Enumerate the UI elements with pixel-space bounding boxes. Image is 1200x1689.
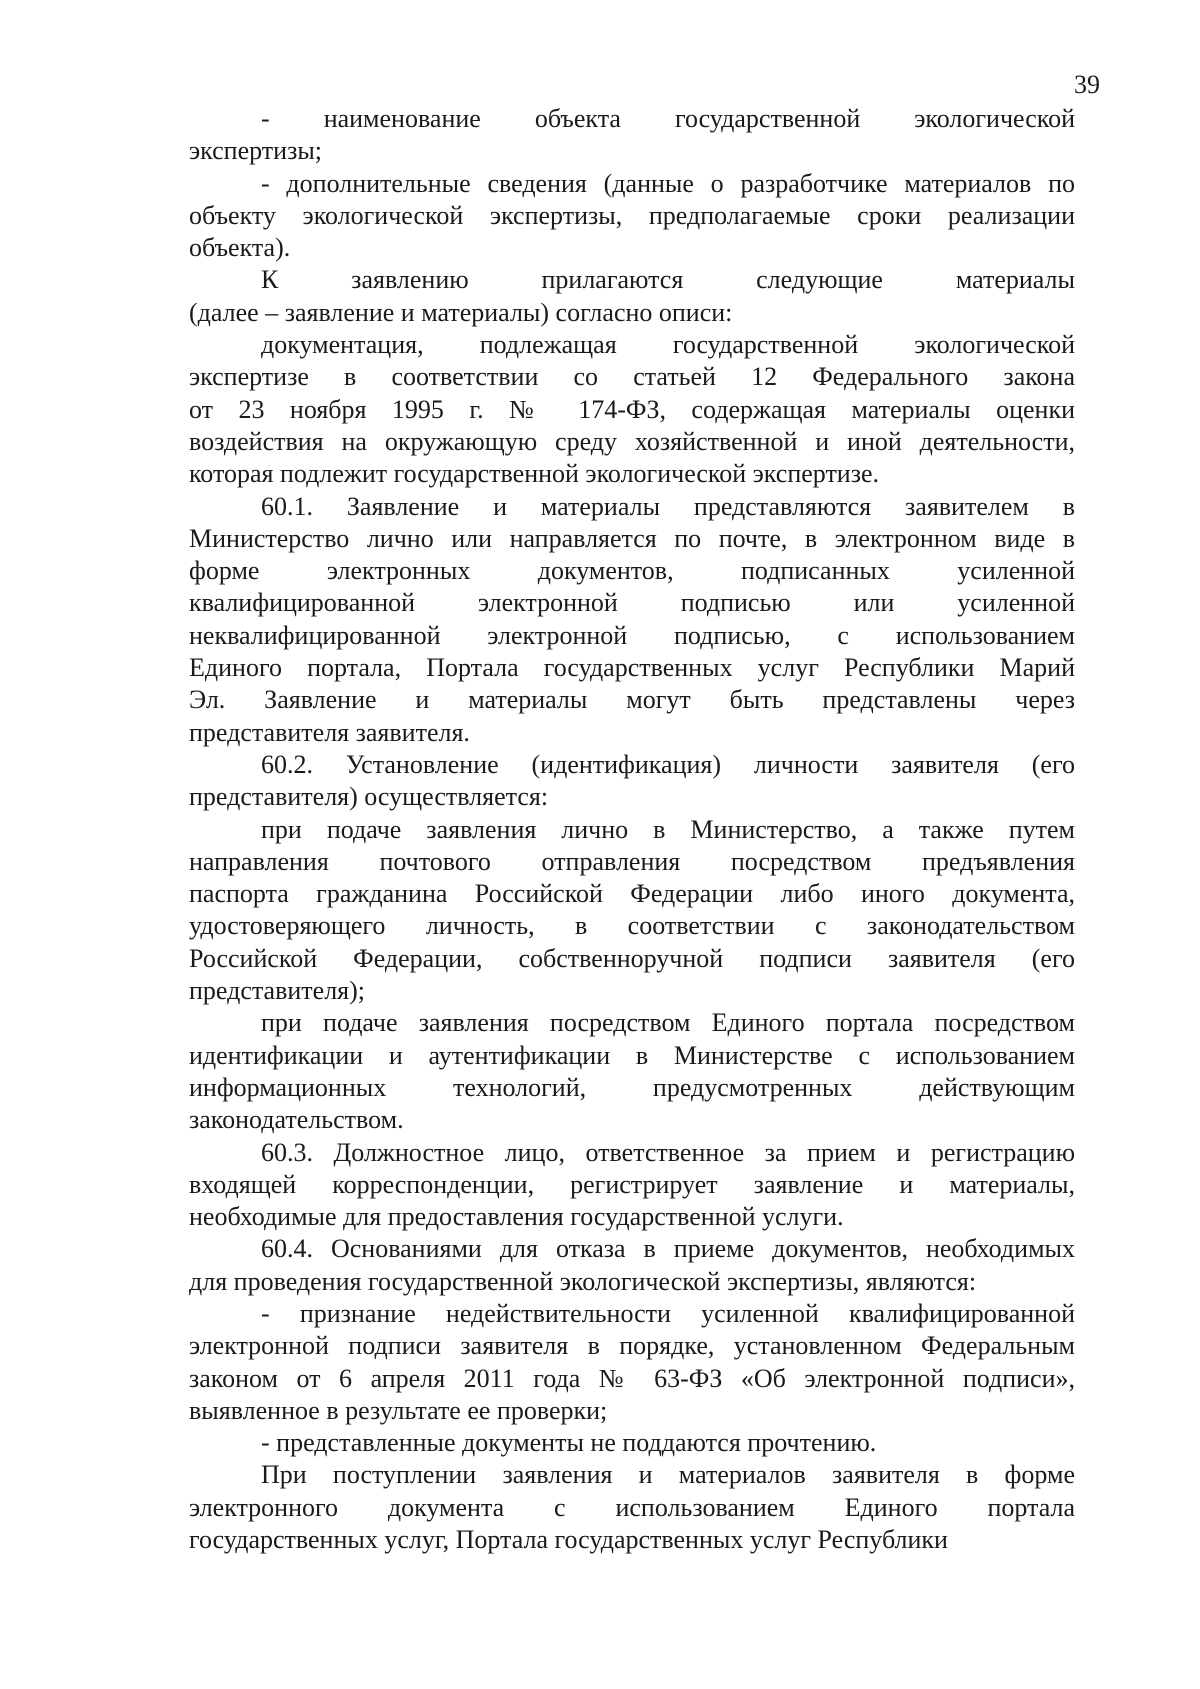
- text-line: 60.4. Основаниями для отказа в приеме документов, необходимых: [261, 1234, 1075, 1264]
- text-line: выявленное в результате ее проверки;: [189, 1395, 608, 1425]
- text-line: 60.2. Установление (идентификация) личности заявителя (его: [261, 749, 1075, 779]
- text-line: объекта).: [189, 233, 291, 263]
- text-line: электронной подписи заявителя в порядке, установленном Федеральным: [189, 1331, 1075, 1361]
- text-line: экспертизы;: [189, 136, 323, 166]
- text-line: - дополнительные сведения (данные о разработчике материалов по: [261, 168, 1075, 198]
- text-line: 60.1. Заявление и материалы представляются заявителем в: [261, 491, 1075, 521]
- paragraph: [189, 1459, 1075, 1556]
- text-line: (далее – заявление и материалы) согласно описи:: [189, 297, 733, 327]
- text-line: Эл. Заявление и материалы могут быть представлены через: [189, 685, 1075, 715]
- text-line: для проведения государственной экологической экспертизы, являются:: [189, 1266, 977, 1296]
- paragraph: [189, 1233, 1075, 1298]
- text-line: которая подлежит государственной экологической экспертизе.: [189, 459, 880, 489]
- paragraph: [189, 1427, 1075, 1459]
- text-line: законодательством.: [189, 1105, 404, 1135]
- paragraph: [189, 329, 1075, 490]
- text-line: представителя);: [189, 976, 366, 1006]
- text-line: электронного документа с использованием Единого портала: [189, 1492, 1075, 1522]
- paragraph: [189, 491, 1075, 749]
- text-line: документация, подлежащая государственной экологической: [261, 330, 1075, 360]
- text-line: представителя) осуществляется:: [189, 782, 549, 812]
- text-line: При поступлении заявления и материалов заявителя в форме: [261, 1460, 1075, 1490]
- text-line: - представленные документы не поддаются прочтению.: [261, 1428, 877, 1458]
- paragraph: [189, 1137, 1075, 1234]
- text-line: объекту экологической экспертизы, предполагаемые сроки реализации: [189, 200, 1075, 230]
- text-line: законом от 6 апреля 2011 года № 63-ФЗ «Об электронной подписи»,: [189, 1363, 1075, 1393]
- text-line: экспертизе в соответствии со статьей 12 Федерального закона: [189, 362, 1075, 392]
- text-line: при подаче заявления посредством Единого портала посредством: [261, 1008, 1075, 1038]
- text-line: Российской Федерации, собственноручной подписи заявителя (его: [189, 943, 1075, 973]
- text-line: необходимые для предоставления государственной услуги.: [189, 1202, 844, 1232]
- text-line: воздействия на окружающую среду хозяйственной и иной деятельности,: [189, 426, 1075, 456]
- paragraph: [189, 749, 1075, 814]
- page-number: 39: [1074, 70, 1100, 99]
- text-line: форме электронных документов, подписанных усиленной: [189, 556, 1075, 586]
- text-line: информационных технологий, предусмотренных действующим: [189, 1072, 1075, 1102]
- text-line: Министерство лично или направляется по почте, в электронном виде в: [189, 523, 1075, 553]
- paragraph: [189, 1007, 1075, 1136]
- paragraph: [189, 103, 1075, 168]
- text-line: при подаче заявления лично в Министерство, а также путем: [261, 814, 1075, 844]
- text-line: - наименование объекта государственной экологической: [261, 104, 1075, 133]
- text-line: от 23 ноября 1995 г. № 174-ФЗ, содержащая материалы оценки: [189, 394, 1075, 424]
- text-line: входящей корреспонденции, регистрирует заявление и материалы,: [189, 1169, 1075, 1199]
- text-line: Единого портала, Портала государственных услуг Республики Марий: [189, 653, 1075, 683]
- document-body: [189, 103, 1075, 1556]
- text-line: представителя заявителя.: [189, 717, 470, 747]
- text-line: удостоверяющего личность, в соответствии с законодательством: [189, 911, 1075, 941]
- text-line: 60.3. Должностное лицо, ответственное за прием и регистрацию: [261, 1137, 1075, 1167]
- text-line: квалифицированной электронной подписью или усиленной: [189, 588, 1075, 618]
- paragraph: [189, 168, 1075, 265]
- text-line: - признание недействительности усиленной квалифицированной: [261, 1298, 1075, 1328]
- text-line: неквалифицированной электронной подписью, с использованием: [189, 620, 1075, 650]
- paragraph: [189, 814, 1075, 1008]
- paragraph: [189, 1298, 1075, 1427]
- text-line: паспорта гражданина Российской Федерации либо иного документа,: [189, 879, 1075, 909]
- text-line: К заявлению прилагаются следующие материалы: [261, 265, 1075, 295]
- text-line: идентификации и аутентификации в Министерстве с использованием: [189, 1040, 1075, 1070]
- paragraph: [189, 264, 1075, 329]
- text-line: государственных услуг, Портала государственных услуг Республики: [189, 1525, 948, 1555]
- text-line: направления почтового отправления посредством предъявления: [189, 846, 1075, 876]
